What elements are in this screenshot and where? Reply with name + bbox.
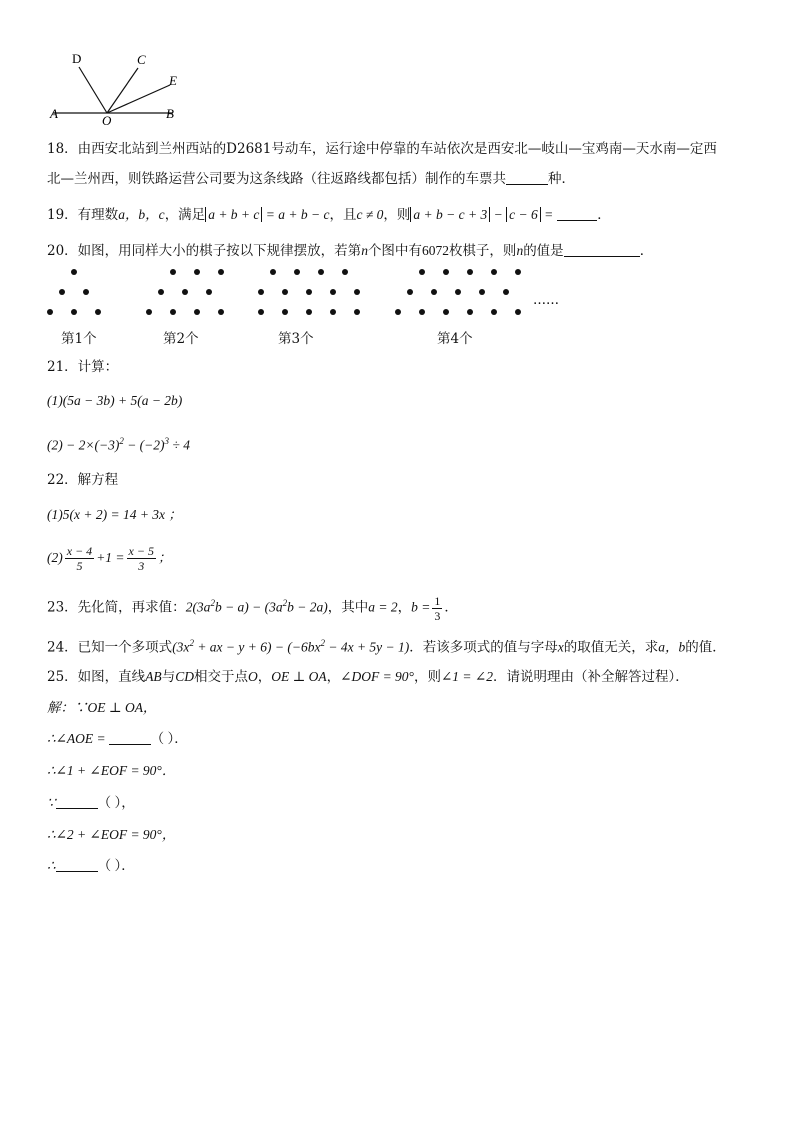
q25-cond3: ∠1 = ∠2 [440, 669, 493, 684]
q25-step6 [47, 856, 135, 876]
q24-condition: ．若该多项式的值与字母 [409, 639, 558, 656]
q23-comma: ， [397, 599, 412, 616]
q19-abs1: a + b + c [205, 207, 262, 222]
q25-intersect: 相交于点 [193, 669, 248, 685]
q21-title: 21．计算： [47, 359, 119, 375]
q22-fraction2 [127, 544, 156, 573]
q22-expr2 [47, 543, 171, 573]
q19-satisfy: ，满足 [164, 207, 206, 223]
q23-expr-a: 2(3a [185, 599, 211, 615]
q19-period: ． [597, 207, 611, 223]
q22-expr2-label: (2) [47, 550, 63, 565]
q23-a-value: a = 2 [368, 599, 398, 615]
q25-o: O [247, 669, 258, 684]
q21-exp3: 3 [164, 436, 170, 446]
q25-step4-reason: （ ）， [97, 795, 135, 810]
q19-intro: 19．有理数 [47, 207, 119, 223]
q24-expr-c: − 4x + 5y − 1) [324, 639, 410, 655]
pattern-4 [395, 269, 521, 315]
q23-b-eq: b = [411, 599, 431, 615]
q25-blank3[interactable] [56, 857, 98, 872]
q23-b-fraction [432, 594, 442, 623]
q25-line [47, 667, 689, 687]
q20-intro: 20．如图，用同样大小的棋子按以下规律摆放，若第 [47, 243, 362, 259]
q25-step3: ∴∠1 + ∠EOF = 90°． [47, 763, 176, 778]
q21-expr2 [47, 431, 190, 456]
q20-count: 6072 [421, 243, 449, 258]
q25-step6-therefore: ∴ [47, 858, 56, 873]
q21-expr2-part1: (2) − 2×(−3) [47, 437, 120, 453]
q20-answer-blank[interactable] [564, 242, 640, 257]
q23-line [47, 588, 458, 623]
q20-has: 个图中有 [367, 243, 422, 259]
q25-step1: 解：∵OE ⊥ OA， [47, 700, 157, 715]
q25-step4-because: ∵ [47, 795, 56, 810]
q25-comma1: ， [257, 669, 272, 685]
q21-exp2: 2 [119, 436, 124, 446]
q21-expr2-part3: ÷ 4 [169, 437, 190, 453]
q19-minus: − [490, 207, 507, 222]
q21-expr1: (1)(5a − 3b) + 5(a − 2b) [47, 393, 183, 408]
q25-cond1: OE ⊥ OA [271, 669, 327, 684]
q25-step2 [47, 729, 188, 749]
q19-then: ，则 [383, 207, 411, 223]
q22-frac2-num: x − 5 [128, 544, 154, 559]
q25-instruction: ．请说明理由（补全解答过程）． [492, 669, 689, 685]
q23-where: ，其中 [327, 599, 369, 616]
q22-frac1-num: x − 4 [66, 544, 93, 559]
q22-expr2-mid: +1 = [96, 550, 125, 565]
label-d: D [72, 51, 82, 66]
q25-cd: CD [175, 669, 194, 684]
q23-intro: 23．先化简，再求值： [47, 599, 186, 616]
q20-line [47, 241, 653, 261]
q25-ab: AB [145, 669, 162, 684]
q19-equals: = [540, 207, 554, 222]
q23-exp2: 2 [282, 598, 288, 608]
q25-step6-reason: （ ）． [97, 858, 135, 873]
q21-expr2-part2: − (−2) [123, 437, 165, 453]
chess-pattern-figure [40, 262, 580, 322]
q25-intro: 25．如图，直线 [47, 669, 146, 685]
q18-line1: 18．由西安北站到兰州西站的D2681号动车，运行途中停靠的车站依次是西安北—岐山—宝鸡南—天水南—定西 [47, 141, 717, 157]
q23-b-den: 3 [434, 608, 441, 623]
q20-n2: n [516, 243, 524, 258]
q24-expr-b: + ax − y + 6) − (−6bx [193, 639, 321, 655]
q20-period: ． [639, 243, 654, 259]
q19-abs2: a + b − c + 3 [410, 207, 490, 222]
caption-3: 第3个 [278, 331, 314, 347]
pattern-1 [47, 269, 101, 315]
q23-b-num: 1 [434, 593, 441, 608]
q24-exp1: 2 [189, 638, 194, 648]
q24-find: 的取值无关，求 [563, 639, 659, 656]
q25-cond2: ∠DOF = 90° [340, 669, 414, 684]
q25-blank2[interactable] [56, 794, 98, 809]
q19-answer-blank[interactable] [557, 206, 597, 221]
q20-pieces: 枚棋子，则 [448, 243, 517, 259]
caption-1: 第1个 [61, 331, 97, 347]
q25-step2-text: ∴∠AOE = [47, 731, 106, 746]
q24-x: x [557, 639, 564, 655]
q24-intro: 24．已知一个多项式 [47, 639, 173, 656]
q25-then: ，则 [413, 669, 441, 685]
q23-period: ． [444, 599, 458, 616]
q19-condition: c ≠ 0 [356, 207, 384, 222]
q25-and: 与 [161, 669, 176, 685]
q18-text: 北—兰州西，则铁路运营公司要为这条线路（往返路线都包括）制作的车票共 [47, 171, 506, 187]
q20-value-is: 的值是 [523, 243, 564, 259]
q24-end: 的值． [685, 639, 726, 656]
q22-frac1-den: 5 [76, 559, 83, 574]
q25-blank1[interactable] [109, 730, 151, 745]
q23-exp1: 2 [210, 598, 215, 608]
q19-and: ，且 [329, 207, 357, 223]
q23-expr-b: b − a) − (3a [214, 599, 283, 615]
caption-4: 第4个 [437, 331, 473, 347]
label-a: A [50, 106, 58, 121]
label-e: E [169, 73, 177, 88]
q24-ab: a，b [658, 639, 686, 655]
ray-od [79, 67, 107, 113]
q25-step4 [47, 793, 135, 813]
label-o: O [102, 113, 112, 125]
q18-line2 [47, 169, 575, 189]
q25-step2-reason: （ ）． [150, 731, 188, 746]
q22-expr2-end: ； [157, 550, 172, 565]
pattern-ellipsis: …… [533, 293, 559, 308]
q19-line [47, 205, 611, 225]
q22-frac2-den: 3 [138, 559, 145, 574]
pattern-3 [258, 269, 360, 315]
label-c: C [137, 52, 146, 67]
q24-exp2: 2 [320, 638, 325, 648]
q25-step5: ∴∠2 + ∠EOF = 90°， [47, 827, 176, 842]
q19-equation: = a + b − c [262, 207, 330, 222]
q23-expr-c: b − 2a) [287, 599, 328, 615]
caption-2: 第2个 [163, 331, 199, 347]
q20-n: n [361, 243, 368, 258]
pattern-2 [146, 269, 224, 315]
angle-figure [45, 45, 195, 125]
q25-comma2: ， [326, 669, 341, 685]
q22-title: 22．解方程 [47, 472, 119, 488]
q19-abs3: c − 6 [506, 207, 541, 222]
q22-fraction1 [65, 544, 94, 573]
q24-line [47, 633, 726, 658]
q22-expr1: (1)5(x + 2) = 14 + 3x ； [47, 507, 182, 522]
q24-expr-a: (3x [172, 639, 190, 655]
q18-answer-blank[interactable] [506, 170, 548, 185]
q18-suffix: 种． [548, 171, 575, 187]
q19-vars: a，b，c [118, 207, 165, 222]
label-b: B [166, 106, 174, 121]
